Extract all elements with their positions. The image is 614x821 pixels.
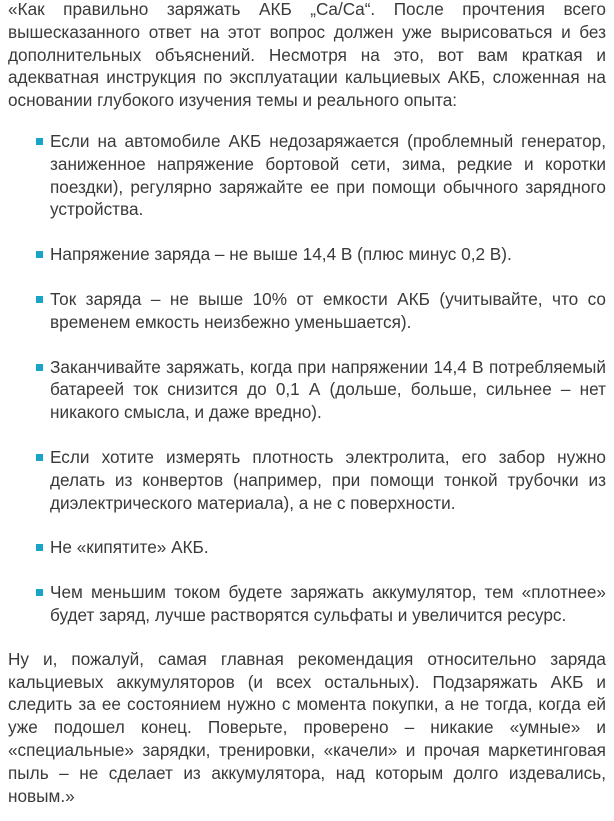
square-bullet-icon: [36, 251, 43, 258]
list-item: [38, 130, 606, 221]
list-item-text: Заканчивайте заряжать, когда при напряжении 14,4 В потребляемый батареей ток снизится до 0,1 А (дольше, больше, сильнее – нет никакого смысла, и даже вредно).: [50, 356, 606, 423]
list-item: [38, 356, 606, 424]
square-bullet-icon: [36, 454, 43, 461]
list-item-text: Если хотите измерять плотность электролита, его забор нужно делать из конвертов (например, при помощи тонкой трубочки из диэлектрического материала), а не с поверхности.: [50, 446, 606, 513]
square-bullet-icon: [36, 589, 43, 596]
list-item-text: Если на автомобиле АКБ недозаряжается (проблемный генератор, заниженное напряжение бортовой сети, зима, редкие и коротки поездки), регулярно заряжайте ее при помощи обычного зарядного устройства.: [50, 130, 606, 220]
list-item: [38, 288, 606, 334]
list-item: [38, 446, 606, 514]
square-bullet-icon: [36, 544, 43, 551]
list-item-text: Не «кипятите» АКБ.: [50, 537, 209, 558]
list-item-text: Ток заряда – не выше 10% от емкости АКБ (учитывайте, что со временем емкость неизбежно уменьшается).: [50, 288, 606, 332]
list-item: [38, 581, 606, 627]
list-item-text: Напряжение заряда – не выше 14,4 В (плюс минус 0,2 В).: [50, 244, 512, 265]
list-item-text: Чем меньшим током будете заряжать аккумулятор, тем «плотнее» будет заряд, лучше растворятся сульфаты и увеличится ресурс.: [50, 582, 606, 625]
square-bullet-icon: [36, 364, 43, 371]
square-bullet-icon: [36, 296, 43, 303]
intro-paragraph: «Как правильно заряжать АКБ „Ca/Ca“. После прочтения всего вышесказанного ответ на этот вопрос должен уже вырисоваться и без дополнительных объяснений. Несмотря на это, вот вам краткая и адекватная инструкция по эксплуатации кальциевых АКБ, сложенная на основании глубокого изучения темы и реального опыта:: [8, 0, 606, 111]
list-item: [38, 243, 606, 266]
list-item: [38, 536, 606, 559]
square-bullet-icon: [36, 138, 43, 145]
instruction-list: [8, 130, 606, 627]
closing-paragraph: Ну и, пожалуй, самая главная рекомендация относительно заряда кальциевых аккумуляторов (и всех остальных). Подзаряжать АКБ и следить за ее состоянием нужно с момента покупки, а не тогда, когда ей уже подошел конец. Поверьте, проверено – никакие «умные» и «специальные» зарядки, тренировки, «качели» и прочая маркетинговая пыль – не сделает из аккумулятора, над которым долго издевались, новым.»: [8, 648, 606, 806]
